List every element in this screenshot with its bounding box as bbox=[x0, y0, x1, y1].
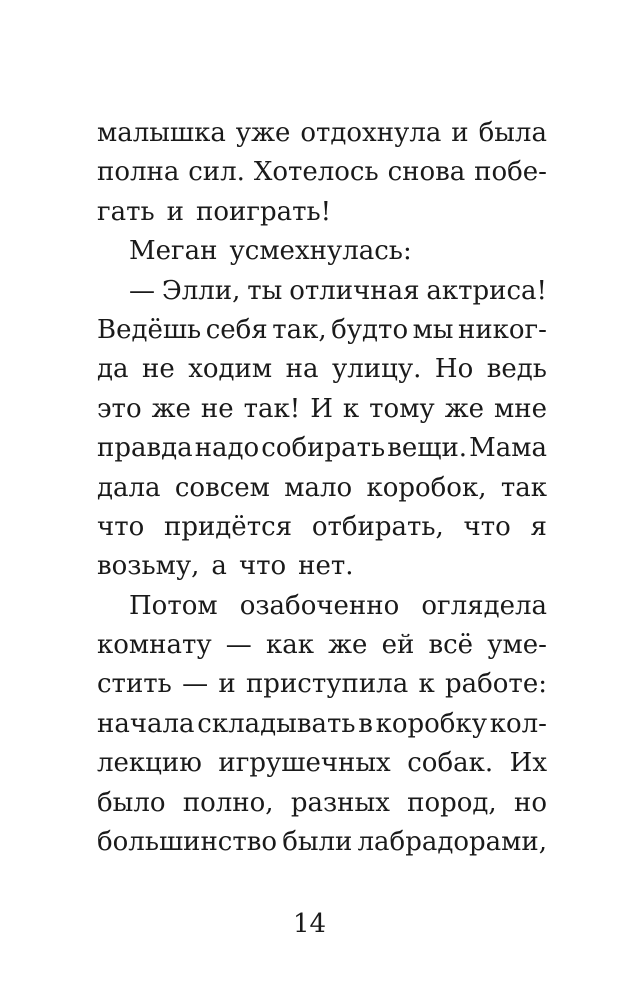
page-number: 14 bbox=[292, 909, 327, 939]
text-line: стить — и приступила к работе: bbox=[97, 669, 547, 700]
text-line: возьму, а что нет. bbox=[97, 551, 354, 582]
text-line: Меган усмехнулась: bbox=[129, 236, 412, 267]
text-line: Потом озабоченно оглядела bbox=[129, 590, 547, 621]
text-line: — Элли, ты отличная актриса! bbox=[129, 275, 547, 306]
text-line: малышка уже отдохнула и была bbox=[97, 118, 547, 148]
text-line: комнату — как же ей всё уме- bbox=[97, 630, 547, 661]
text-line: лекцию игрушечных собак. Их bbox=[97, 748, 547, 779]
text-line: полна сил. Хотелось снова побе- bbox=[97, 157, 547, 188]
text-line: что придётся отбирать, что я bbox=[97, 511, 547, 542]
text-line: это же не так! И к тому же мне bbox=[97, 393, 547, 424]
text-line: большинство были лабрадорами, bbox=[97, 827, 547, 858]
body-text bbox=[97, 114, 547, 862]
text-line: дала совсем мало коробок, так bbox=[97, 472, 547, 503]
text-line: Ведёшь себя так, будто мы никог- bbox=[97, 314, 547, 345]
text-line: правда надо собирать вещи. Мама bbox=[97, 433, 547, 464]
text-line: было полно, разных пород, но bbox=[97, 787, 547, 818]
text-line: да не ходим на улицу. Но ведь bbox=[97, 354, 547, 385]
text-line: гать и поиграть! bbox=[97, 196, 332, 227]
text-line: начала складывать в коробку кол- bbox=[97, 708, 547, 739]
